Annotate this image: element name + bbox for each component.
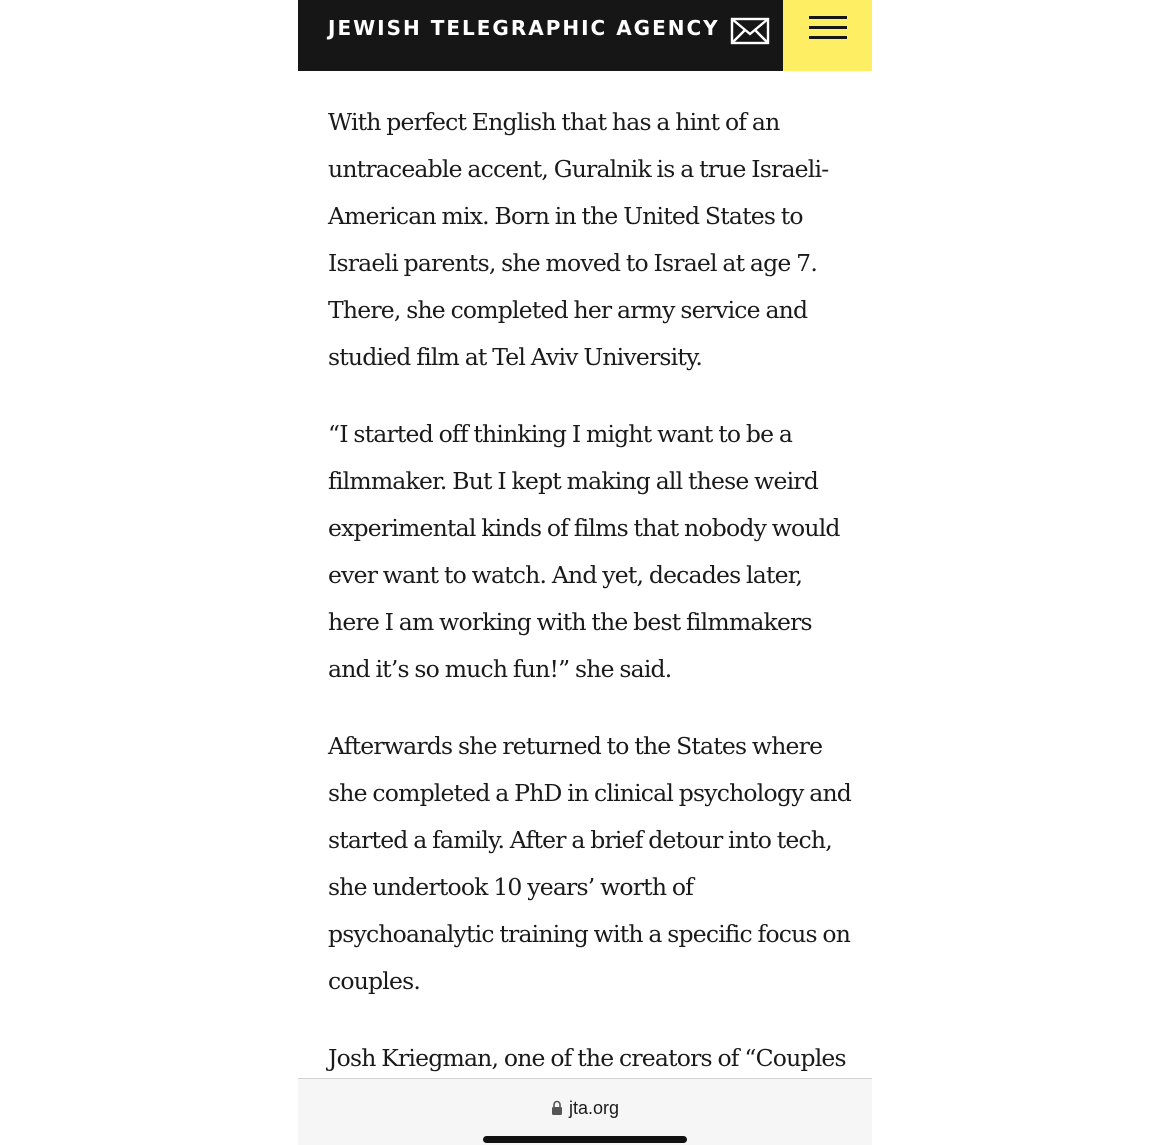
newsletter-button[interactable] <box>730 15 770 47</box>
menu-button[interactable] <box>783 0 872 71</box>
home-indicator[interactable] <box>483 1136 687 1143</box>
article-body <box>328 99 858 1112</box>
article-paragraph: “I started off thinking I might want to be a filmmaker. But I kept making all these weird experimental kinds of films that nobody would ever want to watch. And yet, decades later, here I am working with the best filmmakers and it’s so much fun!” she said. <box>328 420 840 683</box>
hamburger-menu-icon <box>809 16 847 40</box>
site-header <box>298 0 872 71</box>
article-paragraph: Afterwards she returned to the States where she completed a PhD in clinical psychology and started a family. After a brief detour into tech, she undertook 10 years’ worth of psychoanalytic training with a specific focus on couples. <box>328 732 852 995</box>
url-display[interactable] <box>298 1097 872 1119</box>
url-text: jta.org <box>568 1098 620 1118</box>
envelope-icon <box>730 15 770 47</box>
browser-address-bar[interactable] <box>298 1078 872 1145</box>
site-logo[interactable]: JEWISH TELEGRAPHIC AGENCY <box>328 16 720 40</box>
article-paragraph: Josh Kriegman, one of the creators of “Couples <box>328 1044 846 1072</box>
article-paragraph: With perfect English that has a hint of an untraceable accent, Guralnik is a true Israeli-American mix. Born in the United States to Israeli parents, she moved to Israel at age 7. There, she completed her army service and studied film at Tel Aviv University. <box>328 108 829 371</box>
lock-icon <box>551 1100 563 1116</box>
mobile-viewport <box>298 0 872 1145</box>
